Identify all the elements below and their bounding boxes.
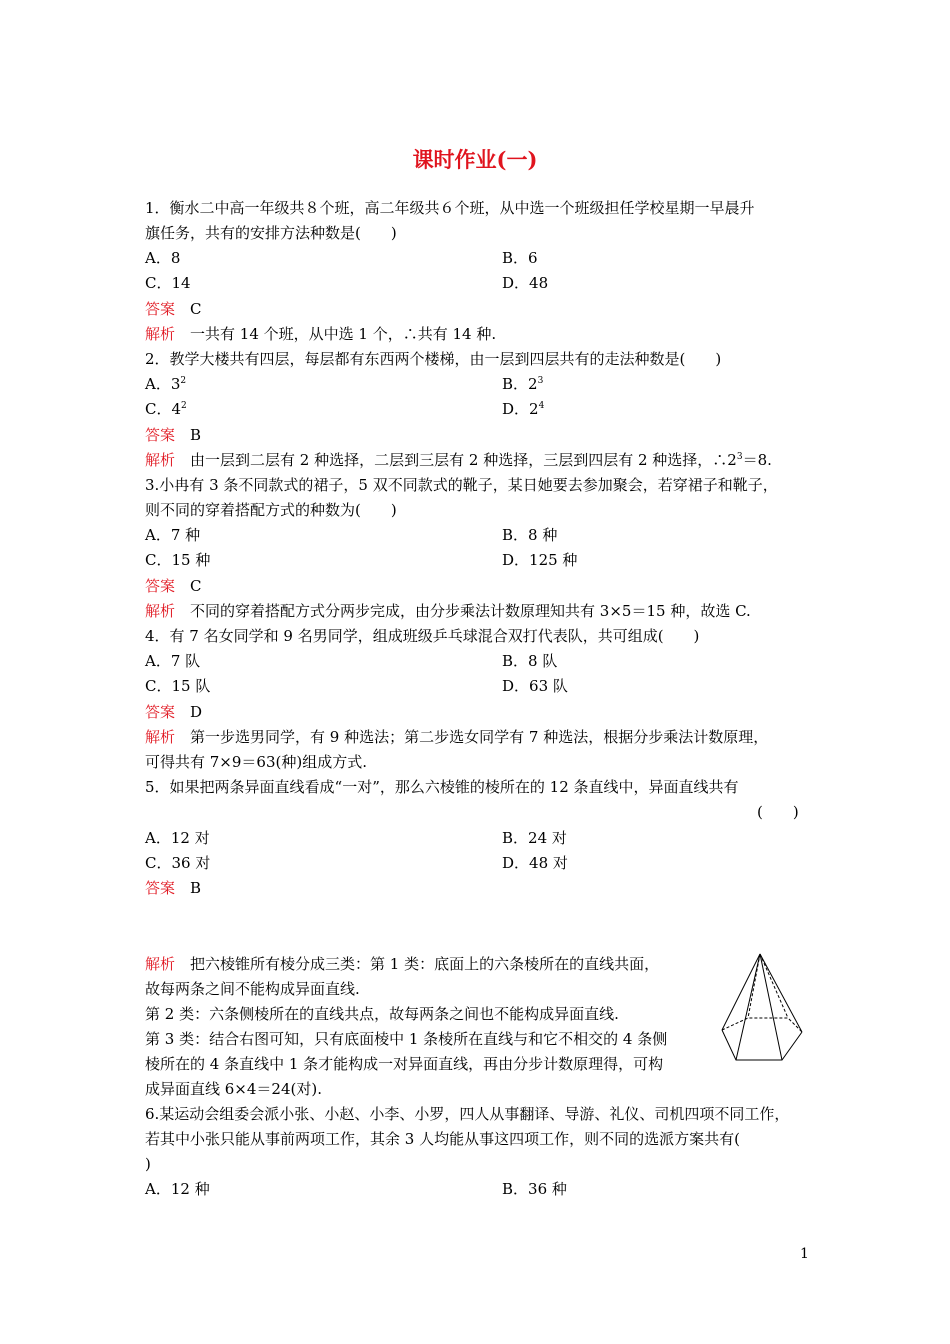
q1-explanation — [145, 324, 496, 344]
q1-answer — [145, 299, 202, 319]
q1-option-c: C．14 — [145, 274, 191, 292]
q3-explanation: 解析 不同的穿着搭配方式分两步完成，由分步乘法计数原理知共有 3×5＝15 种，故选 C. — [145, 602, 751, 620]
q3-option-a: A．7 种 — [145, 526, 201, 544]
q6-stem-line3: ) — [145, 1155, 151, 1173]
q4-option-c: C．15 队 — [145, 677, 211, 695]
q1-option-d: D．48 — [502, 274, 549, 292]
q5-explanation-line3: 第 2 类：六条侧棱所在的直线共点，故每两条之间也不能构成异面直线. — [145, 1005, 619, 1023]
q1-option-b: B．6 — [502, 249, 538, 267]
answer-label: 答案 — [145, 879, 176, 897]
q5-explanation-line5: 棱所在的 4 条直线中 1 条才能构成一对异面直线，再由分步计数原理得，可构 — [145, 1055, 664, 1073]
q3-option-b: B．8 种 — [502, 526, 558, 544]
answer-value: B — [190, 879, 202, 897]
page-number: 1 — [800, 1246, 809, 1262]
answer-label: 答案 — [145, 577, 176, 595]
q6-stem-line2: 若其中小张只能从事前两项工作，其余 3 人均能从事这四项工作，则不同的选派方案共有( — [145, 1130, 740, 1148]
q2-option-a: A．$3^2$ — [145, 375, 187, 393]
q1-option-a: A．8 — [145, 249, 181, 267]
q4-explanation: 解析 第一步选男同学，有 9 种选法；第二步选女同学有 7 种选法，根据分步乘法计数原理， — [145, 728, 769, 746]
q2-stem-line1: 2．教学大楼共有四层，每层都有东西两个楼梯，由一层到四层共有的走法种数是( ) — [145, 350, 722, 368]
q5-stem-line1: 5．如果把两条异面直线看成“一对”，那么六棱锥的棱所在的 12 条直线中，异面直线共有 — [145, 778, 739, 796]
q5-explanation-line6: 成异面直线 6×4＝24(对). — [145, 1080, 322, 1098]
q3-answer — [145, 576, 202, 596]
answer-label: 答案 — [145, 300, 176, 318]
explanation-label: 解析 — [145, 602, 176, 620]
q5-explanation-line4: 第 3 类：结合右图可知，只有底面棱中 1 条棱所在直线与和它不相交的 4 条侧 — [145, 1030, 668, 1048]
q5-explanation: 解析 把六棱锥所有棱分成三类：第 1 类：底面上的六条棱所在的直线共面， — [145, 955, 660, 973]
explanation-text: 一共有 14 个班，从中选 1 个，∴共有 14 种. — [190, 325, 497, 343]
q4-stem-line1: 4．有 7 名女同学和 9 名男同学，组成班级乒乓球混合双打代表队，共可组成( ) — [145, 627, 700, 645]
q1-stem-line2: 旗任务，共有的安排方法种数是( ) — [145, 224, 397, 242]
q5-answer — [145, 878, 201, 898]
q6-option-b: B．36 种 — [502, 1180, 567, 1198]
q3-stem-line1: 3.小冉有 3 条不同款式的裙子，5 双不同款式的靴子，某日她要去参加聚会，若穿裙子和靴子， — [145, 476, 778, 494]
hexagonal-pyramid-figure — [718, 952, 808, 1070]
q4-explanation-line2: 可得共有 7×9＝63(种)组成方式. — [145, 753, 367, 771]
q4-option-a: A．7 队 — [145, 652, 201, 670]
answer-label: 答案 — [145, 426, 176, 444]
answer-value: C — [190, 577, 202, 595]
answer-label: 答案 — [145, 703, 176, 721]
q6-stem-line1: 6.某运动会组委会派小张、小赵、小李、小罗，四人从事翻译、导游、礼仪、司机四项不同工作， — [145, 1105, 790, 1123]
q2-answer — [145, 425, 201, 445]
q1-stem-line1: 1．衡水二中高一年级共８个班，高二年级共６个班，从中选一个班级担任学校星期一早晨升 — [145, 199, 755, 217]
explanation-label: 解析 — [145, 325, 176, 343]
explanation-label: 解析 — [145, 451, 176, 469]
q4-option-b: B．8 队 — [502, 652, 558, 670]
answer-value: C — [190, 300, 202, 318]
q2-explanation: 解析 由一层到二层有 2 种选择，二层到三层有 2 种选择，三层到四层有 2 种选择，$\therefore 2^3=8$. — [145, 451, 772, 469]
q5-option-b: B．24 对 — [502, 829, 567, 847]
q5-explanation-line2: 故每两条之间不能构成异面直线. — [145, 980, 360, 998]
q4-answer — [145, 702, 202, 722]
q6-option-a: A．12 种 — [145, 1180, 210, 1198]
q2-option-b: B．$2^3$ — [502, 375, 544, 393]
explanation-label: 解析 — [145, 728, 176, 746]
explanation-label: 解析 — [145, 955, 176, 973]
q3-stem-line2: 则不同的穿着搭配方式的种数为( ) — [145, 501, 397, 519]
answer-value: D — [190, 703, 203, 721]
q3-option-c: C．15 种 — [145, 551, 211, 569]
q5-option-c: C．36 对 — [145, 854, 211, 872]
q5-option-d: D．48 对 — [502, 854, 568, 872]
answer-value: B — [190, 426, 202, 444]
q2-option-d: D．$2^4$ — [502, 400, 545, 418]
page-title: 课时作业(一) — [412, 147, 538, 172]
q5-answer-paren: ( ) — [757, 803, 799, 821]
q5-option-a: A．12 对 — [145, 829, 210, 847]
q3-option-d: D．125 种 — [502, 551, 578, 569]
q2-option-c: C．$4^2$ — [145, 400, 187, 418]
q4-option-d: D．63 队 — [502, 677, 568, 695]
